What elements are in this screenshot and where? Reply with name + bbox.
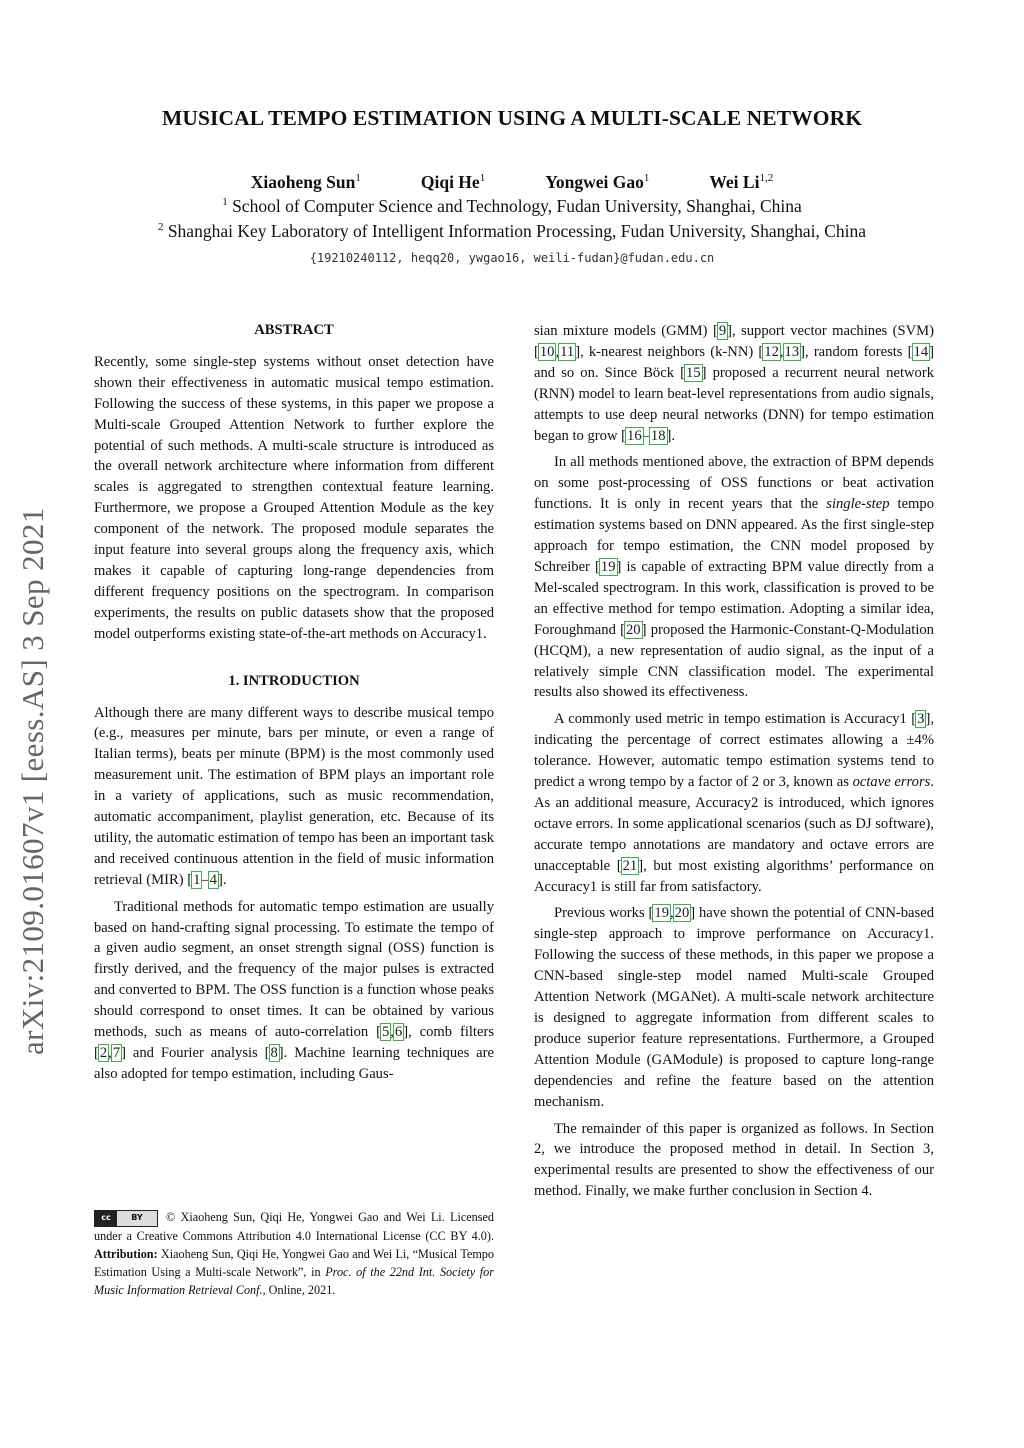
citation-link[interactable]: 5 — [381, 1024, 390, 1041]
abstract-heading: ABSTRACT — [254, 322, 334, 338]
arxiv-identifier: arXiv:2109.01607v1 [eess.AS] 3 Sep 2021 — [15, 507, 50, 1055]
paper-title: MUSICAL TEMPO ESTIMATION USING A MULTI-SCALE NETWORK — [161, 106, 863, 130]
intro-paragraph: In all methods mentioned above, the extraction of BPM depends on some post-processing of OSS functions or beat activation functions. It is only in recent years that the single-step tempo estimation systems based on DNN appeared. As the first single-step approach for tempo estimation, the CNN model proposed by Schreiber [19] is capable of extracting BPM value directly from a Mel-scaled spectrogram. In this work, classification is proved to be an effective method for tempo estimation. Adopting a similar idea, Foroughmand [20] proposed the Harmonic-Constant-Q-Modulation (HCQM), a new representation of audio signal, as the input of a relatively simple CNN classification model. The experimental results also showed its effectiveness. — [534, 454, 934, 701]
citation-link[interactable]: 18 — [650, 427, 666, 444]
left-column — [94, 320, 494, 1091]
citation-link[interactable]: 16 — [627, 427, 642, 444]
citation-link[interactable]: 10 — [539, 343, 555, 360]
citation-link[interactable]: 13 — [784, 343, 800, 360]
citation-link[interactable]: 19 — [600, 558, 616, 575]
citation-link[interactable]: 19 — [654, 905, 669, 922]
intro-paragraph: Previous works [19,20] have shown the potential of CNN-based single-step approach to improve performance on Accuracy1. Following the success of these methods, in this paper we propose a CNN-based single-step model named Multi-scale Grouped Attention Network (MGANet). A multi-scale network architecture is designed to aggregate information from different scales to produce superior feature representations. Furthermore, a Grouped Attention Module (GAModule) is proposed to capture long-range dependencies and refine the feature based on the attention mechanism. — [534, 905, 934, 1110]
citation-link[interactable]: 3 — [917, 711, 925, 728]
author: Yongwei Gao$^1$ — [545, 172, 650, 192]
author: Xiaoheng Sun$^1$ — [250, 172, 361, 192]
cc-by-badge-icon[interactable]: cc BY — [94, 1210, 158, 1227]
intro-paragraph: Although there are many different ways to describe musical tempo (e.g., measures per minute, bars per minute, or even a range of Italian terms), beats per minute (BPM) is the most commonly used measurement unit. The estimation of BPM plays an important role in a variety of applications, such as music recommendation, automatic accompaniment, playlist generation, etc. Because of its utility, the automatic estimation of tempo has been an important task and received continuous attention in the field of music information retrieval (MIR) [1–4]. — [94, 704, 494, 888]
citation-link[interactable]: 2 — [99, 1045, 108, 1061]
intro-paragraph: A commonly used metric in tempo estimation is Accuracy1 [3], indicating the percentage of correct estimates allowing a ±4% tolerance. However, automatic tempo estimation systems tend to predict a wrong tempo by a factor of 2 or 3, known as octave errors. As an additional measure, Accuracy2 is introduced, which ignores octave errors. In some applicational scenarios (such as DJ software), accurate tempo annotations are mandatory and octave errors are unacceptable [21], but most existing algorithms’ performance on Accuracy1 is still far from satisfactory. — [534, 711, 934, 895]
author: Wei Li$^{1,2}$ — [709, 172, 774, 192]
introduction-heading: 1. INTRODUCTION — [228, 672, 360, 689]
author-emails: {19210240112, heqq20, ywgao16, weili-fudan}@fudan.edu.cn — [309, 251, 715, 265]
affiliation: $^2$ Shanghai Key Laboratory of Intelligent Information Processing, Fudan University, Shanghai, China — [157, 221, 867, 241]
author: Qiqi He$^1$ — [420, 172, 486, 192]
intro-paragraph: Traditional methods for automatic tempo estimation are usually based on hand-crafting signal processing. To estimate the tempo of a given audio segment, an onset strength signal (OSS) function is firstly derived, and the frequency of the major pulses is extracted and converted to BPM. The OSS function is a function whose peaks should correspond to onset times. It can be obtained by various methods, such as means of auto-correlation [5,6], comb filters [2,7] and Fourier analysis [8]. Machine learning techniques are also adopted for tempo estimation, including Gaus- — [94, 898, 494, 1082]
citation-link[interactable]: 14 — [913, 343, 929, 360]
right-column — [534, 321, 934, 1208]
citation-link[interactable]: 21 — [622, 857, 638, 874]
citation-link[interactable]: 1 — [193, 871, 201, 888]
citation-link[interactable]: 4 — [209, 871, 217, 888]
citation-link[interactable]: 15 — [686, 364, 701, 381]
abstract-text: Recently, some single-step systems without onset detection have shown their effectiveness in automatic musical tempo estimation. Following the success of these systems, in this paper we propose a Multi-scale Grouped Attention Network to further explore the potential of such methods. A multi-scale structure is introduced as the overall network architecture where information from different scales is aggregated to strengthen contextual feature learning. Furthermore, we propose a Grouped Attention Module as the key component of the network. The proposed module separates the input feature into several groups along the frequency axis, which makes it capable of capturing long-range dependencies from different frequency positions on the spectrogram. In comparison experiments, the results on public datasets show that the proposed model outperforms existing state-of-the-art methods on Accuracy1. — [94, 353, 494, 642]
author-list — [0, 172, 1024, 193]
citation-link[interactable]: 6 — [394, 1024, 403, 1041]
license-footnote: cc BY © Xiaoheng Sun, Qiqi He, Yongwei Gao and Wei Li. Licensed under a Creative Commons Attribution 4.0 International License (CC BY 4.0). Attribution: Xiaoheng Sun, Qiqi He, Yongwei Gao and Wei Li, “Musical Tempo Estimation Using a Multi-scale Network”, in Proc. of the 22nd Int. Society for Music Information Retrieval Conf., Online, 2021. — [94, 1210, 495, 1297]
citation-link[interactable]: 7 — [112, 1045, 121, 1061]
citation-link[interactable]: 11 — [560, 343, 575, 360]
intro-paragraph: The remainder of this paper is organized as follows. In Section 2, we introduce the proposed method in detail. In Section 3, experimental results are presented to show the effectiveness of our method. Finally, we make further conclusion in Section 4. — [534, 1120, 934, 1200]
intro-paragraph: sian mixture models (GMM) [9], support vector machines (SVM) [10,11], k-nearest neighbors (k-NN) [12,13], random forests [14] and so on. Since Böck [15] proposed a recurrent neural network (RNN) model to learn beat-level representations from audio signals, attempts to use deep neural networks (DNN) for tempo estimation began to grow [16–18]. — [534, 323, 934, 444]
citation-link[interactable]: 9 — [718, 323, 727, 339]
citation-link[interactable]: 20 — [626, 621, 641, 638]
citation-link[interactable]: 20 — [674, 905, 690, 922]
citation-link[interactable]: 12 — [764, 343, 779, 360]
affiliation: $^1$ School of Computer Science and Technology, Fudan University, Shanghai, China — [222, 196, 802, 216]
citation-link[interactable]: 8 — [270, 1045, 278, 1061]
